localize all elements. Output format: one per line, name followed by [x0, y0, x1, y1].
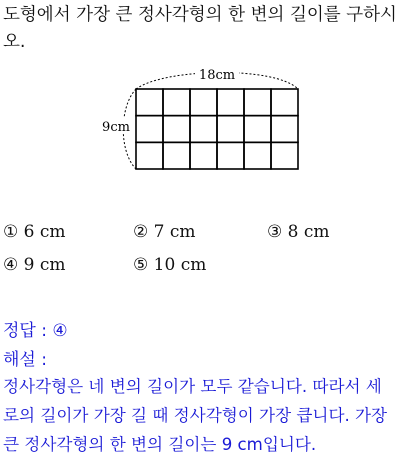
choice-4-marker: ④ — [3, 255, 19, 275]
choice-4-text: 9 cm — [23, 255, 66, 275]
choice-5-marker: ⑤ — [133, 255, 149, 275]
grid-cell — [163, 116, 190, 143]
explanation-line-2: 로의 길이가 가장 길 때 정사각형이 가장 큽니다. 가장 — [3, 406, 388, 425]
explanation-label: 해설 : — [3, 350, 47, 370]
grid-cell — [271, 142, 298, 169]
grid-cell — [190, 89, 217, 116]
choice-2-text: 7 cm — [153, 222, 196, 242]
grid-cell — [136, 89, 163, 116]
grid-cell — [244, 116, 271, 143]
choice-3-text: 8 cm — [287, 222, 330, 242]
choice-5-text: 10 cm — [153, 255, 207, 275]
grid-cell — [271, 89, 298, 116]
grid-cell — [136, 142, 163, 169]
grid-cell — [190, 116, 217, 143]
choice-3-marker: ③ — [267, 222, 283, 242]
grid-cell — [163, 142, 190, 169]
explanation-line-3: 큰 정사각형의 한 변의 길이는 9 cm입니다. — [3, 435, 317, 454]
choice-4[interactable] — [3, 255, 66, 275]
width-label: 18cm — [198, 68, 236, 83]
choice-1-text: 6 cm — [23, 222, 66, 242]
grid-cell — [244, 142, 271, 169]
choice-2[interactable] — [133, 222, 196, 242]
grid-cell — [271, 116, 298, 143]
grid-cell — [217, 142, 244, 169]
choice-2-marker: ② — [133, 222, 149, 242]
choice-1-marker: ① — [3, 222, 19, 242]
grid-cell — [217, 116, 244, 143]
choice-5[interactable] — [133, 255, 206, 275]
grid-cell — [190, 142, 217, 169]
choice-1[interactable] — [3, 222, 66, 242]
square-grid — [136, 89, 298, 169]
grid-cell — [244, 89, 271, 116]
explanation-line-1: 정사각형은 네 변의 길이가 모두 같습니다. 따라서 세 — [3, 377, 382, 396]
question-text: 도형에서 가장 큰 정사각형의 한 변의 길이를 구하시오. — [3, 5, 397, 52]
choice-3[interactable] — [267, 222, 330, 242]
rectangle-grid-figure — [95, 62, 310, 174]
grid-diagram — [95, 62, 310, 174]
grid-cell — [136, 116, 163, 143]
explanation-text — [3, 372, 399, 459]
answer-label: 정답 : ④ — [3, 321, 68, 341]
height-label: 9cm — [102, 120, 130, 135]
grid-cell — [163, 89, 190, 116]
grid-cell — [217, 89, 244, 116]
